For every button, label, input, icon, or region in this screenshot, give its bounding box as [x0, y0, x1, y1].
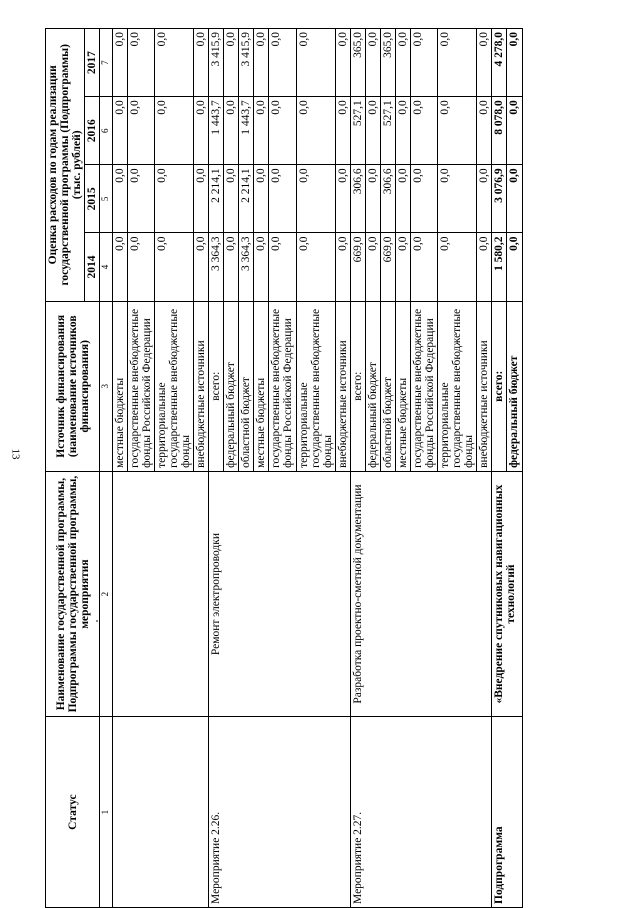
- value-cell: 0,0: [224, 97, 239, 165]
- value-cell: 0,0: [254, 29, 269, 97]
- source-cell: местные бюджеты: [254, 301, 269, 471]
- value-cell: 0,0: [477, 233, 492, 301]
- value-cell: 0,0: [254, 233, 269, 301]
- value-cell: 0,0: [365, 29, 380, 97]
- value-cell: 0,0: [112, 97, 127, 165]
- status-cell: Мероприятие 2.26.: [209, 717, 351, 908]
- value-cell: 3 364,3: [209, 233, 224, 301]
- source-cell: местные бюджеты: [112, 301, 127, 471]
- value-cell: 1 443,7: [209, 97, 224, 165]
- value-cell: 669,0: [350, 233, 365, 301]
- value-cell: 0,0: [112, 165, 127, 233]
- value-cell: 0,0: [194, 233, 209, 301]
- value-cell: 2 214,1: [239, 165, 254, 233]
- source-cell: всего:: [492, 301, 507, 471]
- value-cell: 0,0: [477, 97, 492, 165]
- value-cell: 669,0: [380, 233, 395, 301]
- source-cell: областной бюджет: [239, 301, 254, 471]
- value-cell: 365,0: [350, 29, 365, 97]
- source-cell: федеральный бюджет: [507, 301, 522, 471]
- header-year: 2017: [85, 29, 100, 97]
- source-cell: территориальные государственные внебюджетные фонды: [154, 301, 193, 471]
- header-name: Наименование государственной программы, Подпрограммы государственной программы, мероприятия: [46, 471, 100, 716]
- value-cell: 0,0: [269, 233, 296, 301]
- value-cell: 0,0: [254, 165, 269, 233]
- value-cell: 3 364,3: [239, 233, 254, 301]
- value-cell: 0,0: [411, 97, 438, 165]
- value-cell: 0,0: [112, 233, 127, 301]
- value-cell: 0,0: [395, 165, 410, 233]
- source-cell: государственные внебюджетные фонды Российской Федерации: [127, 301, 154, 471]
- col-number: 2: [100, 471, 112, 716]
- col-number: 1: [100, 717, 112, 908]
- value-cell: 2 214,1: [209, 165, 224, 233]
- value-cell: 527,1: [380, 97, 395, 165]
- value-cell: 0,0: [438, 29, 477, 97]
- value-cell: 0,0: [127, 233, 154, 301]
- source-cell: государственные внебюджетные фонды Российской Федерации: [269, 301, 296, 471]
- header-source: Источник финансирования (наименование источников финансирования): [46, 301, 100, 471]
- value-cell: 0,0: [438, 233, 477, 301]
- source-cell: местные бюджеты: [395, 301, 410, 471]
- table-row: [350, 29, 365, 908]
- value-cell: 0,0: [365, 233, 380, 301]
- value-cell: 0,0: [411, 233, 438, 301]
- value-cell: 0,0: [296, 233, 335, 301]
- value-cell: 0,0: [254, 97, 269, 165]
- value-cell: 3 415,9: [209, 29, 224, 97]
- header-year: 2016: [85, 97, 100, 165]
- value-cell: 0,0: [154, 29, 193, 97]
- col-number: 6: [100, 97, 112, 165]
- value-cell: 0,0: [127, 97, 154, 165]
- col-number: 3: [100, 301, 112, 471]
- value-cell: 0,0: [335, 165, 350, 233]
- source-cell: федеральный бюджет: [224, 301, 239, 471]
- value-cell: 0,0: [127, 165, 154, 233]
- name-cell: Разработка проектно-сметной документации: [350, 471, 492, 716]
- source-cell: всего:: [350, 301, 365, 471]
- source-cell: территориальные государственные внебюджетные фонды: [296, 301, 335, 471]
- name-cell: «Внедрение спутниковых навигационных технологий: [492, 471, 522, 716]
- page-number: 13: [9, 448, 22, 460]
- table-row: [492, 29, 507, 908]
- value-cell: 0,0: [395, 29, 410, 97]
- table-row: [112, 29, 127, 908]
- value-cell: 0,0: [365, 97, 380, 165]
- value-cell: 0,0: [154, 233, 193, 301]
- source-cell: областной бюджет: [380, 301, 395, 471]
- value-cell: 0,0: [224, 233, 239, 301]
- value-cell: 0,0: [507, 29, 522, 97]
- col-number: 5: [100, 165, 112, 233]
- value-cell: 0,0: [411, 165, 438, 233]
- col-number: 7: [100, 29, 112, 97]
- value-cell: 0,0: [438, 165, 477, 233]
- budget-table: [45, 28, 523, 908]
- value-cell: 0,0: [411, 29, 438, 97]
- value-cell: 0,0: [194, 29, 209, 97]
- value-cell: 0,0: [335, 233, 350, 301]
- value-cell: 306,6: [350, 165, 365, 233]
- table-row: [209, 29, 224, 908]
- value-cell: 0,0: [269, 165, 296, 233]
- value-cell: 0,0: [477, 165, 492, 233]
- col-number: 4: [100, 233, 112, 301]
- source-cell: внебюджетные источники: [194, 301, 209, 471]
- value-cell: 0,0: [507, 97, 522, 165]
- value-cell: 0,0: [269, 97, 296, 165]
- value-cell: 0,0: [507, 233, 522, 301]
- value-cell: 0,0: [224, 29, 239, 97]
- value-cell: 0,0: [154, 165, 193, 233]
- name-cell: [112, 471, 208, 716]
- value-cell: 0,0: [365, 165, 380, 233]
- value-cell: 0,0: [507, 165, 522, 233]
- source-cell: всего:: [209, 301, 224, 471]
- value-cell: 0,0: [194, 165, 209, 233]
- value-cell: 527,1: [350, 97, 365, 165]
- value-cell: 0,0: [112, 29, 127, 97]
- status-cell: [112, 717, 208, 908]
- header-estimate: Оценка расходов по годам реализации государственной программы (Подпрограммы) (тыс. рублей): [46, 29, 85, 302]
- value-cell: 1 443,7: [239, 97, 254, 165]
- value-cell: 0,0: [296, 165, 335, 233]
- header-year: 2014: [85, 233, 100, 301]
- status-cell: Подпрограмма: [492, 717, 522, 908]
- value-cell: 0,0: [269, 29, 296, 97]
- value-cell: 0,0: [154, 97, 193, 165]
- value-cell: 8 078,0: [492, 97, 507, 165]
- value-cell: 0,0: [477, 29, 492, 97]
- rotated-page: [45, 28, 600, 908]
- value-cell: 365,0: [380, 29, 395, 97]
- source-cell: внебюджетные источники: [477, 301, 492, 471]
- value-cell: 3 415,9: [239, 29, 254, 97]
- source-cell: государственные внебюджетные фонды Российской Федерации: [411, 301, 438, 471]
- value-cell: 306,6: [380, 165, 395, 233]
- name-cell: Ремонт электропроводки: [209, 471, 351, 716]
- source-cell: территориальные государственные внебюджетные фонды: [438, 301, 477, 471]
- value-cell: 0,0: [224, 165, 239, 233]
- source-cell: внебюджетные источники: [335, 301, 350, 471]
- source-cell: федеральный бюджет: [365, 301, 380, 471]
- status-cell: Мероприятие 2.27.: [350, 717, 492, 908]
- header-status: Статус: [46, 717, 100, 908]
- value-cell: 0,0: [296, 29, 335, 97]
- value-cell: 0,0: [296, 97, 335, 165]
- value-cell: 0,0: [395, 97, 410, 165]
- header-year: 2015: [85, 165, 100, 233]
- value-cell: 0,0: [335, 29, 350, 97]
- value-cell: 1 580,2: [492, 233, 507, 301]
- value-cell: 0,0: [194, 97, 209, 165]
- value-cell: 0,0: [127, 29, 154, 97]
- value-cell: 4 278,0: [492, 29, 507, 97]
- value-cell: 0,0: [335, 97, 350, 165]
- value-cell: 0,0: [438, 97, 477, 165]
- value-cell: 3 076,9: [492, 165, 507, 233]
- value-cell: 0,0: [395, 233, 410, 301]
